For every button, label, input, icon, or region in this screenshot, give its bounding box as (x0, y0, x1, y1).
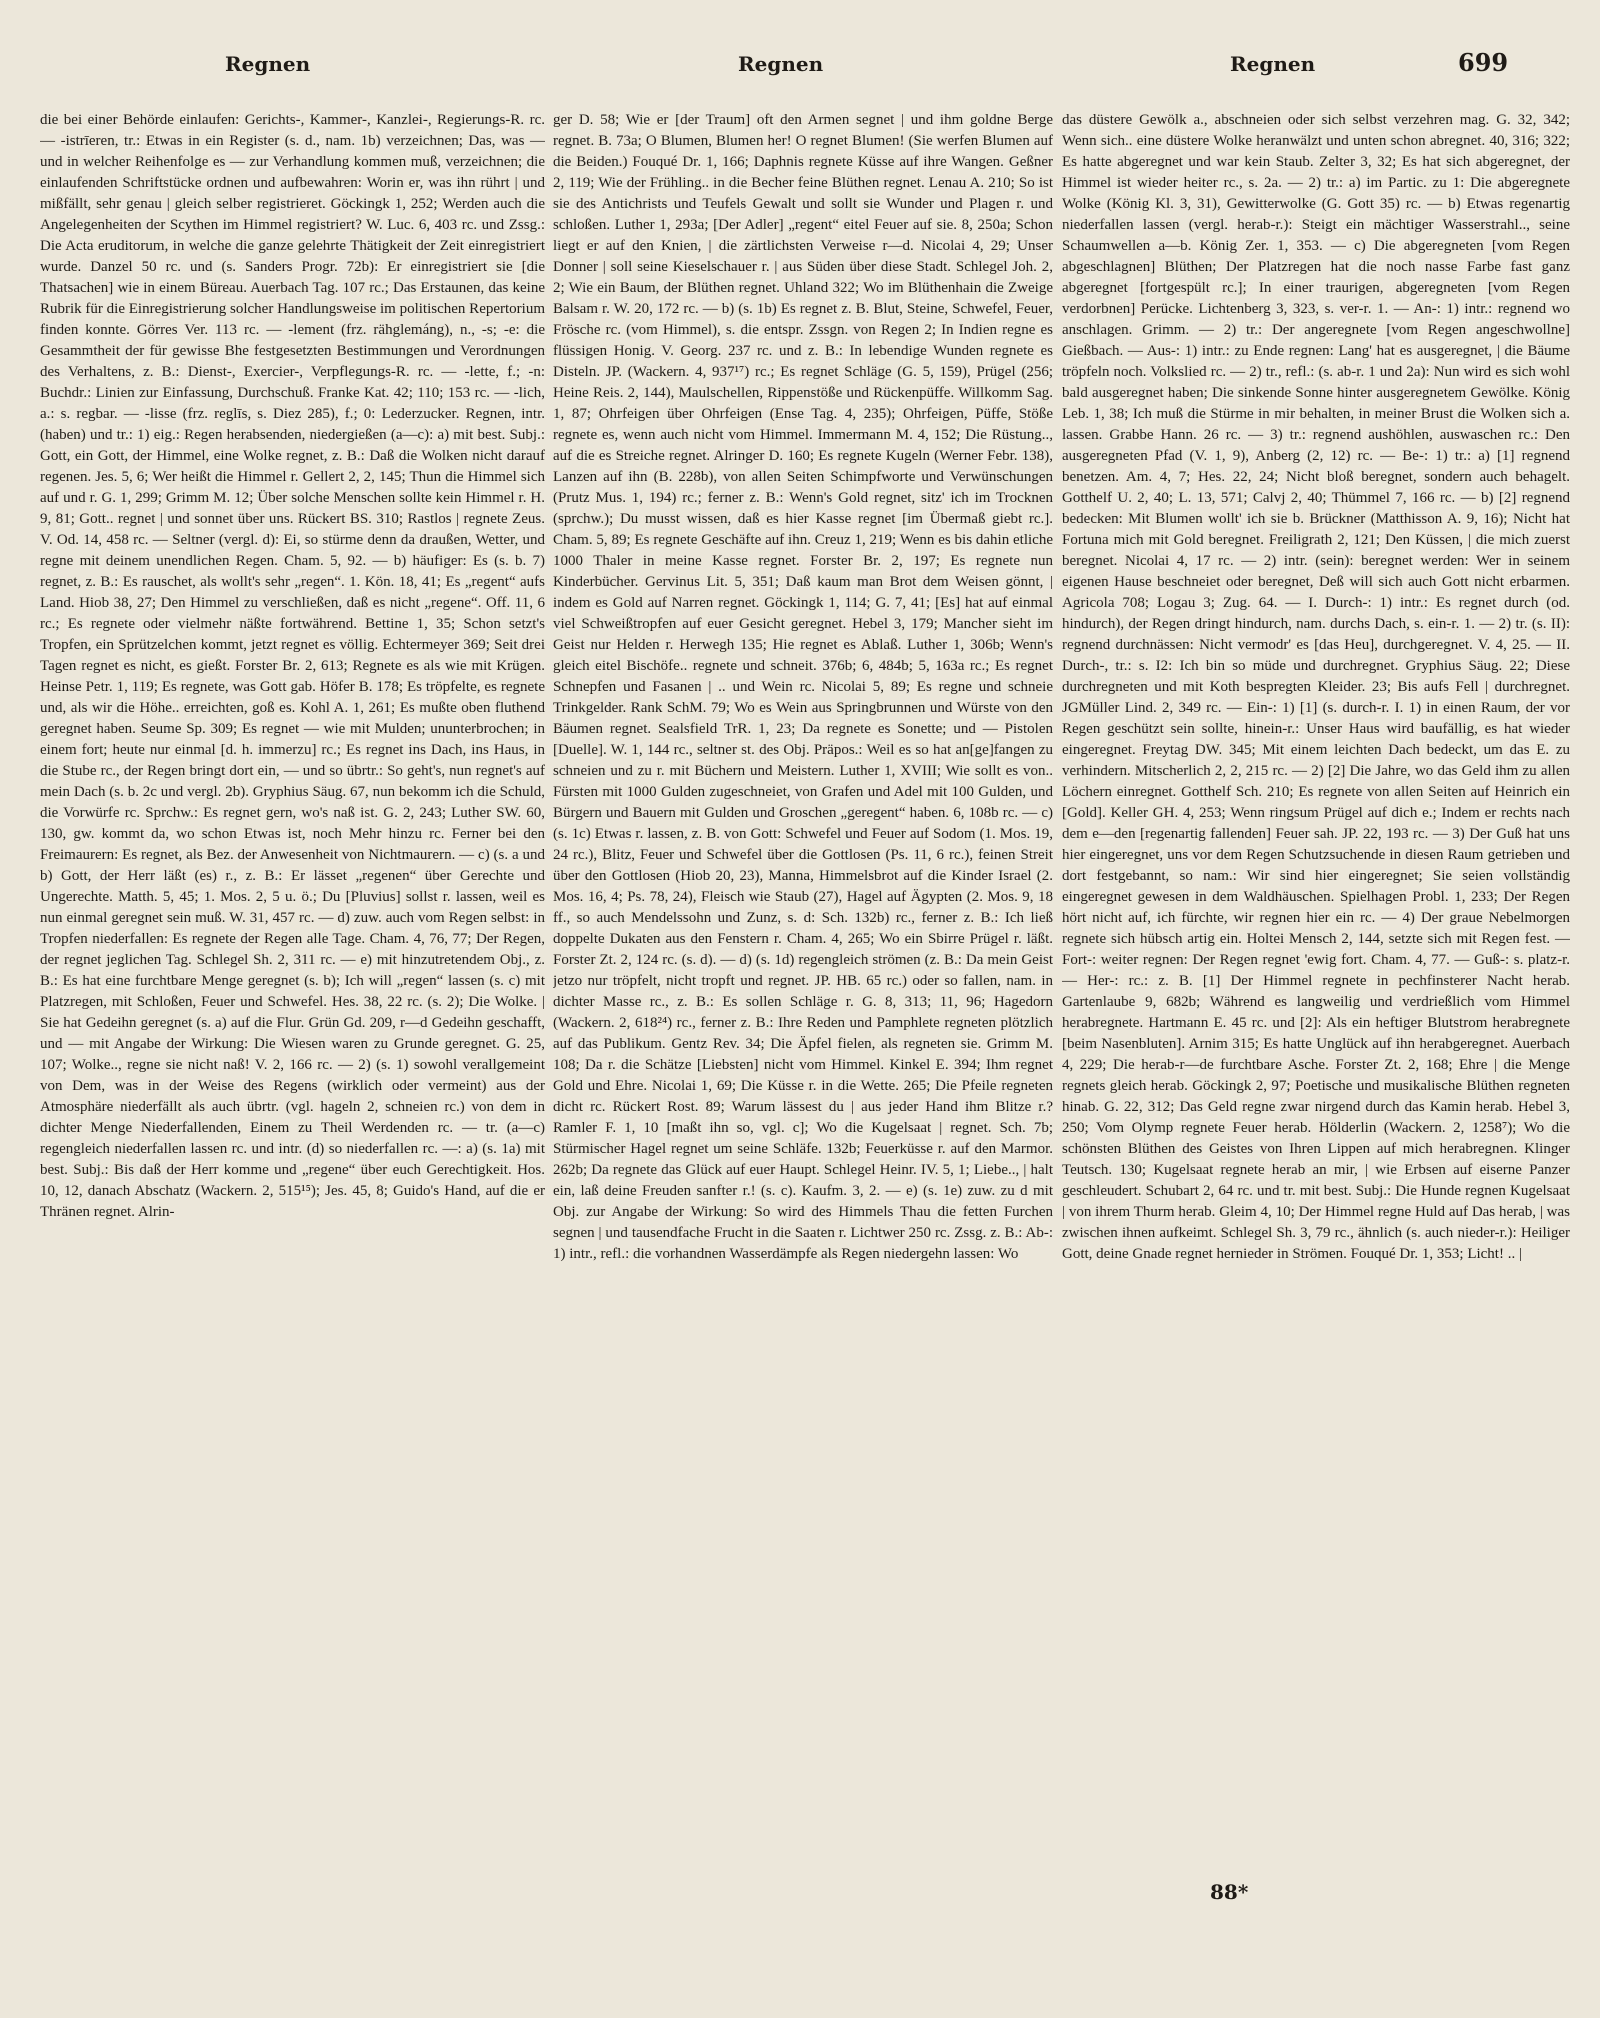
text-column-1 (40, 110, 545, 1870)
page-number: 699 (1458, 48, 1509, 77)
column-2-text: ger D. 58; Wie er [der Traum] oft den Armen segnet | und ihm goldne Berge regnet. B. 73a; O Blumen, Blumen her! O regnet Blumen! (Sie werfen Blumen auf die Beiden.) Fouqué Dr. 1, 166; Daphnis regnete Küsse auf ihre Wangen. Geßner 2, 119; Wie der Frühling.. in die Becher feine Blüthen regnet. Lenau A. 210; So ist sie des Antichrists und Teufels Gewalt und sollt sie Wunder und Plagen r. und schloßen. Luther 1, 293a; [Der Adler] „regent“ eitel Feuer auf sie. 8, 250a; Schon liegt er auf den Knien, | die zärtlichsten Verweise r—d. Nicolai 4, 29; Unser Donner | soll seine Kieselschauer r. | aus Süden über diese Stadt. Schlegel Joh. 2, 2; Wie ein Baum, der Blüthen regnet. Uhland 322; Wo im Blüthenhain die Zweige Balsam r. W. 20, 172 rc. — b) (s. 1b) Es regnet z. B. Blut, Steine, Schwefel, Feuer, Frösche rc. (vom Himmel), s. die entspr. Zssgn. von Regen 2; In Indien regne es flüssigen Honig. V. Georg. 237 rc. und z. B.: In lebendige Wunden regnete es Disteln. JP. (Wackern. 4, 937¹⁷) rc.; Es regnet Schläge (G. 5, 159), Prügel (256; Heine Reis. 2, 144), Maulschellen, Rippenstöße und Rückenpüffe. Willkomm Sag. 1, 87; Ohrfeigen über Ohrfeigen (Ense Tag. 4, 235); Ohrfeigen, Püffe, Stöße regnete es, wenn auch nicht vom Himmel. Immermann M. 4, 152; Die Rüstung.., auf die es Streiche regnet. Alringer D. 160; Es regnete Kugeln (Werner Febr. 138), Lanzen auf ihn (B. 228b), von allen Seiten Schimpfworte und Verwünschungen (Prutz Mus. 1, 194) rc.; ferner z. B.: Wenn's Gold regnet, sitz' ich im Trocknen (sprchw.); Du musst wissen, daß es hier Kasse regnet [im Übermaß giebt rc.]. Cham. 5, 89; Es regnete Geschäfte auf ihn. Creuz 1, 219; Wenn es bis dahin etliche 1000 Thaler in meine Kasse regnet. Forster Br. 2, 197; Es regnete nun Kinderbücher. Gervinus Lit. 5, 351; Daß kaum man Brot dem Weisen gönnt, | indem es Gold auf Narren regnet. Göckingk 1, 114; G. 7, 41; [Es] hat auf einmal viel Schweißtropfen auf euer Gesicht geregnet. Hebel 3, 179; Mancher sieht im Geist nur Helden r. Herwegh 135; Hie regnet es Ablaß. Luther 1, 306b; Wenn's gleich eitel Bischöfe.. regnete und schneit. 376b; 6, 484b; 5, 163a rc.; Es regnet Schnepfen und Fasanen | .. und Wein rc. Nicolai 5, 89; Es regne und schneie Trinkgelder. Rank SchM. 79; Wo es Wein aus Springbrunnen und Würste von den Bäumen regnet. Sealsfield TrR. 1, 23; Da regnete es Sonette; und — Pistolen [Duelle]. W. 1, 144 rc., seltner st. des Obj. Präpos.: Weil es so hat an[ge]fangen zu schneien und zu r. mit Büchern und Meistern. Luther 1, XVIII; Wie sollt es von.. Fürsten mit 1000 Gulden zugeschneiet, von Grafen und Adel mit 100 Gulden, und Bürgern und Bauern mit Gulden und Groschen „geregent“ haben. 6, 108b rc. — c) (s. 1c) Etwas r. lassen, z. B. von Gott: Schwefel und Feuer auf Sodom (1. Mos. 19, 24 rc.), Blitz, Feuer und Schwefel über die Gottlosen (Ps. 11, 6 rc.), feinen Streit über den Gottlosen (Hiob 20, 23), Manna, Himmelsbrot auf die Kinder Israel (2. Mos. 16, 4; Ps. 78, 24), Fleisch wie Staub (27), Hagel auf Ägypten (2. Mos. 9, 18 ff., so auch Mendelssohn und Zunz, s. d: Sch. 132b) rc., ferner z. B.: Ich ließ doppelte Dukaten aus den Fenstern r. Cham. 4, 265; Wo ein Sbirre Prügel r. läßt. Forster Zt. 2, 124 rc. (s. d). — d) (s. 1d) regengleich strömen (z. B.: Da mein Geist jetzo nur tröpfelt, nicht tropft und regnet. JP. HB. 65 rc.) oder so fallen, nam. in dichter Masse rc., z. B.: Es sollen Schläge r. G. 8, 313; 11, 96; Hagedorn (Wackern. 2, 618²⁴) rc., ferner z. B.: Ihre Reden und Pamphlete regneten plötzlich auf das Publikum. Gentz Rev. 34; Die Äpfel fielen, als regneten sie. Grimm M. 108; Da r. die Schätze [Liebsten] nicht vom Himmel. Kinkel E. 394; Ihm regnet Gold und Ehre. Nicolai 1, 69; Die Küsse r. in die Wette. 265; Die Pfeile regneten dicht rc. Rückert Rost. 89; Warum lässest du | aus jeder Hand ihm Blitze r.? Ramler F. 1, 10 [maßt ihn so, vgl. c]; Wo die Kugelsaat | regnet. Sch. 7b; Stürmischer Hagel regnet um seine Schläfe. 132b; Feuerküsse r. auf den Marmor. 262b; Da regnete das Glück auf euer Haupt. Schlegel Heinr. IV. 5, 1; Liebe.., | halt ein, laß deine Freuden sanfter r.! (s. c). Kaufm. 3, 2. — e) (s. 1e) zuw. zu d mit Obj. zur Angabe der Wirkung: So wird des Himmels Thau die fetten Furchen segnen | und tausendfache Frucht in die Saaten r. Lichtwer 250 rc. Zssg. z. B.: Ab-: 1) intr., refl.: die vorhandnen Wasserdämpfe als Regen niedergehn lassen: Wo (553, 112, 1053, 1262)
column-1-text: die bei einer Behörde einlaufen: Gerichts-, Kammer-, Kanzlei-, Regierungs-R. rc. — -istrīeren, tr.: Etwas in ein Register (s. d., nam. 1b) verzeichnen; Das, was — und in welcher Reihenfolge es — zur Verhandlung kommen muß, verzeichnen; die einlaufenden Schriftstücke ordnen und aufbewahren: Worin er, was ihn rührt | und mißfällt, sehr genau | gleich selber registrieret. Göckingk 1, 252; Werden auch die Angelegenheiten der Scythen im Himmel registriert? W. Luc. 6, 403 rc. und Zssg.: Die Acta eruditorum, in welche die ganze gelehrte Thätigkeit der Zeit einregistriert wurde. Danzel 50 rc. und (s. Sanders Progr. 72b): Er einregistriert sie [die Thatsachen] wie in einem Büreau. Auerbach Tag. 107 rc.; Das Erstaunen, das keine Rubrik für die Einregistrierung solcher Handlungsweise im politischen Repertorium finden konnte. Görres Ver. 113 rc. — -lement (frz. rähglemáng), n., -s; -e: die Gesammtheit der für gewisse Bhe festgesetzten Bestimmungen und Verordnungen des Verhaltens, z. B.: Dienst-, Exercier-, Verpflegungs-R. rc. — -lette, f.; -n: Buchdr.: Linien zur Einfassung, Durchschuß. Franke Kat. 42; 110; 153 rc. — -lich, a.: s. regbar. — -lisse (frz. reglīs, s. Diez 285), f.; 0: Lederzucker. Regnen, intr. (haben) und tr.: 1) eig.: Regen herabsenden, niedergießen (a—c): a) mit best. Subj.: Gott, ein Gott, der Himmel, eine Wolke regnet, z. B.: Daß die Wolken nicht darauf regenen. Jes. 5, 6; Wer heißt die Himmel r. Gellert 2, 2, 145; Thun die Himmel sich auf und r. G. 1, 299; Grimm M. 12; Über solche Menschen sollte kein Himmel r. H. 9, 81; Gott.. regnet | und sonnet über uns. Rückert BS. 310; Rastlos | regnete Zeus. V. Od. 14, 458 rc. — Seltner (vergl. d): Ei, so stürme denn da draußen, Wetter, und regne mit deinem unendlichen Regen. Cham. 5, 92. — b) häufiger: Es (s. b. 7) regnet, z. B.: Es rauschet, als wollt's sehr „regen“. 1. Kön. 18, 41; Es „regent“ aufs Land. Hiob 38, 27; Den Himmel zu verschließen, daß es nicht „regene“. Off. 11, 6 rc.; Es regnete oder vielmehr näßte fortwährend. Bettine 1, 35; Schon setzt's Tropfen, ein Sprützelchen kommt, jetzt regnet es völlig. Echtermeyer 369; Seit drei Tagen regnet es nicht, es gießt. Forster Br. 2, 613; Regnete es als wie mit Krügen. Heinse Petr. 1, 119; Es regnete, was Gott gab. Höfer B. 178; Es tröpfelte, es regnete und, als wir die Höhe.. erreichten, goß es. Kohl A. 1, 261; Es mußte oben fluthend geregnet haben. Seume Sp. 309; Es regnet — wie mit Mulden; ununterbrochen; in einem fort; heute nur einmal [d. h. immerzu] rc.; Es regnet ins Dach, ins Haus, in die Stube rc., der Regen bringt dort ein, — und so übrtr.: So geht's, nun regnet's auf mein Dach (s. b. 2c und vergl. 2b). Gryphius Säug. 67, nun bekomm ich die Schuld, die Vorwürfe rc. Sprchw.: Es regnet gern, wo's naß ist. G. 2, 243; Luther SW. 60, 130, gw. kommt da, wo schon Etwas ist, noch Mehr hinzu rc. Ferner bei den Freimaurern: Es regnet, als Bez. der Anwesenheit von Nichtmaurern. — c) (s. a und b) Gott, der Herr läßt (es) r., z. B.: Er lässet „regenen“ über Gerechte und Ungerechte. Matth. 5, 45; 1. Mos. 2, 5 u. ö.; Du [Pluvius] sollst r. lassen, weil es nun einmal geregnet sein muß. W. 31, 457 rc. — d) zuw. auch vom Regen selbst: in Tropfen niederfallen: Es regnete der Regen alle Tage. Cham. 4, 76, 77; Der Regen, der regnet jeglichen Tag. Schlegel Sh. 2, 311 rc. — e) mit hinzutretendem Obj., z. B.: Es hat eine furchtbare Menge geregnet (s. b); Ich will „regen“ lassen (s. c) mit Platzregen, mit Schloßen, Feuer und Schwefel. Hes. 38, 22 rc. (s. 2); Die Wolke. | Sie hat Gedeihn geregnet (s. a) auf die Flur. Grün Gd. 209, r—d Gedeihn geschafft, und — mit Angabe der Wirkung: Die Wiesen waren zu Grunde geregnet. G. 25, 107; Wolke.., regne sie nicht naß! V. 2, 166 rc. — 2) (s. 1) sowohl verallgemeint von Dem, was in der Weise des Regens (wirklich oder vermeint) aus der Atmosphäre niederfällt als auch übrtr. (vgl. hageln 2, schneien rc.) von dem in dichter Menge Niederfallenden, Einem zu Theil Werdenden rc. — tr. (a—c) regengleich niederfallen lassen rc. und intr. (d) so niederfallen rc. —: a) (s. 1a) mit best. Subj.: Bis daß der Herr komme und „regene“ über euch Gerechtigkeit. Hos. 10, 12, danach Abschatz (Wackern. 2, 515¹⁵); Jes. 45, 8; Guido's Hand, auf die er Thränen regnet. Alrin- (40, 112, 545, 1220)
running-head-left: Regnen (225, 52, 311, 76)
signature-mark: 88* (1210, 1880, 1249, 1904)
running-head-center: Regnen (738, 52, 824, 76)
column-3-text: das düstere Gewölk a., abschneien oder sich selbst verzehren mag. G. 32, 342; Wenn sich.. eine düstere Wolke heranwälzt und unten schon abregnet. 40, 316; 322; Es hatte abgeregnet und war kein Staub. Zelter 3, 32; Es hat sich abgeregnet, der Himmel ist wieder heiter rc., s. 2a. — 2) tr.: a) im Partic. zu 1: Die abgeregnete Wolke (König Kl. 3, 31), Gewitterwolke (G. Gott 35) rc. — b) Etwas regenartig niederfallen lassen (vergl. herab-r.): Steigt ein mächtiger Wasserstrahl.., seine Schaumwellen a—b. König Zer. 1, 353. — c) Die abgeregneten [vom Regen abgeschlagnen] Blüthen; Der Platzregen hat die noch nasse Farbe fast ganz abgeregnet [fortgespült rc.]; In einer traurigen, abgeregneten [vom Regen verdorbnen] Perücke. Lichtenberg 3, 323, s. ver-r. 1. — An-: 1) intr.: regnend wo anschlagen. Grimm. — 2) tr.: Der angeregnete [vom Regen angeschwollne] Gießbach. — Aus-: 1) intr.: zu Ende regnen: Lang' hat es ausgeregnet, | die Bäume tröpfeln noch. Volkslied rc. — 2) tr., refl.: (s. ab-r. 1 und 2a): Nun wird es sich wohl bald ausgeregnet haben; Die sinkende Sonne hinter ausgeregnetem Gewölke. König Leb. 1, 38; Ich muß die Stürme in mir behalten, in meiner Brust die Wolken sich a. lassen. Grabbe Hann. 26 rc. — 3) tr.: regnend aushöhlen, auswaschen rc.: Den ausgeregneten Pfad (V. 1, 9), Anberg (2, 12) rc. — Be-: 1) tr.: a) [1] regnend benetzen. Am. 4, 7; Hes. 22, 24; Nicht bloß beregnet, sondern auch behagelt. Gotthelf U. 2, 40; L. 13, 571; Calvj 2, 40; Thümmel 7, 166 rc. — b) [2] regnend bedecken: Mit Blumen wollt' ich sie b. Brückner (Matthisson A. 9, 16); Nicht hat Fortuna mich mit Gold beregnet. Freiligrath 2, 121; Den Küssen, | die mich zuerst beregnet. Nicolai 4, 17 rc. — 2) intr. (sein): beregnet werden: Wer in seinem eigenen Hause beschneiet oder beregnet, Deß will sich auch Gott nicht erbarmen. Agricola 708; Logau 3; Zug. 64. — I. Durch-: 1) intr.: Es regnet durch (od. hindurch), der Regen dringt hindurch, nam. durchs Dach, s. ein-r. 1. — 2) tr. (s. II): regnend durchnässen: Nicht vermodr' es [das Heu], durchgeregnet. V. 4, 25. — II. Durch-, tr.: s. I2: Ich bin so müde und durchregnet. Gryphius Säug. 22; Diese durchregneten und mit Koth bespregten Kleider. 23; Bis aufs Fell | durchregnet. JGMüller Lind. 2, 349 rc. — Ein-: 1) [1] (s. durch-r. I. 1) in einen Raum, der vor Regen geschützt sein sollte, hinein-r.: Unser Haus wird baufällig, es hat wieder eingeregnet. Freytag DW. 345; Mit einem leichten Dach bedeckt, um das E. zu verhindern. Mitscherlich 2, 2, 215 rc. — 2) [2] Die Jahre, wo das Geld ihm zu allen Löchern einregnet. Gotthelf Sch. 210; Es regnete von allen Seiten auf Heinrich ein [Gold]. Keller GH. 4, 253; Wenn ringsum Prügel auf dich e.; Indem er rechts nach dem e—den [regenartig fallenden] Feuer sah. JP. 22, 193 rc. — 3) Der Guß hat uns hier eingeregnet, uns vor dem Regen Schutzsuchende in diesen Raum getrieben und dort festgebannt, so nam.: Wir sind hier eingeregnet; Sie seien vollständig eingeregnet gewesen in dem Waldhäuschen. Spielhagen Probl. 1, 233; Der Regen hört nicht auf, ich fürchte, wir regnen hier ein rc. — 4) Der graue Nebelmorgen regnete sich hübsch artig ein. Holtei Mensch 2, 144, setzte sich mit Regen fest. — Fort-: weiter regnen: Der Regen regnet 'ewig fort. Cham. 4, 77. — Guß-: s. platz-r. — Her-: rc.: z. B. [1] Der Himmel regnete in pechfinsterer Nacht herab. Gartenlaube 9, 682b; Während es langweilig und verdrießlich vom Himmel herabregnete. Hartmann E. 45 rc. und [2]: Als ein heftiger Blutstrom herabregnete [beim Nasenbluten]. Arnim 315; Es hatte Unglück auf ihn herabgeregnet. Auerbach 4, 229; Die herab-r—de furchtbare Asche. Forster Zt. 2, 168; Ehre | die Menge regnets gleich herab. Göckingk 2, 97; Poetische und musikalische Blüthen regneten hinab. G. 22, 312; Das Geld regne zwar nirgend durch das Kamin herab. Hebel 3, 250; Vom Olymp regnete Feuer herab. Hölderlin (Wackern. 2, 1258⁷); Wo die schönsten Blüthen des Geistes von Ihren Lippen auf mich herabregnen. Klinger Teutsch. 130; Kugelsaat regnete herab an mir, | wie Erbsen auf eiserne Panzer geschleudert. Schubart 2, 64 rc. und tr. mit best. Subj.: Die Hunde regnen Kugelsaat | von ihrem Thurm herab. Gleim 4, 10; Der Himmel regne Huld auf Das herab, | was zwischen ihnen aufkeimt. Schlegel Sh. 3, 79 rc., ähnlich (s. auch nieder-r.): Heiliger Gott, deine Gnade regnet hernieder in Strömen. Fouqué Dr. 1, 353; Licht! .. | (1062, 112, 1570, 1262)
text-column-2 (553, 110, 1053, 1870)
text-column-3 (1062, 110, 1570, 1870)
running-head-right: Regnen (1230, 52, 1316, 76)
page-header (0, 48, 1600, 92)
